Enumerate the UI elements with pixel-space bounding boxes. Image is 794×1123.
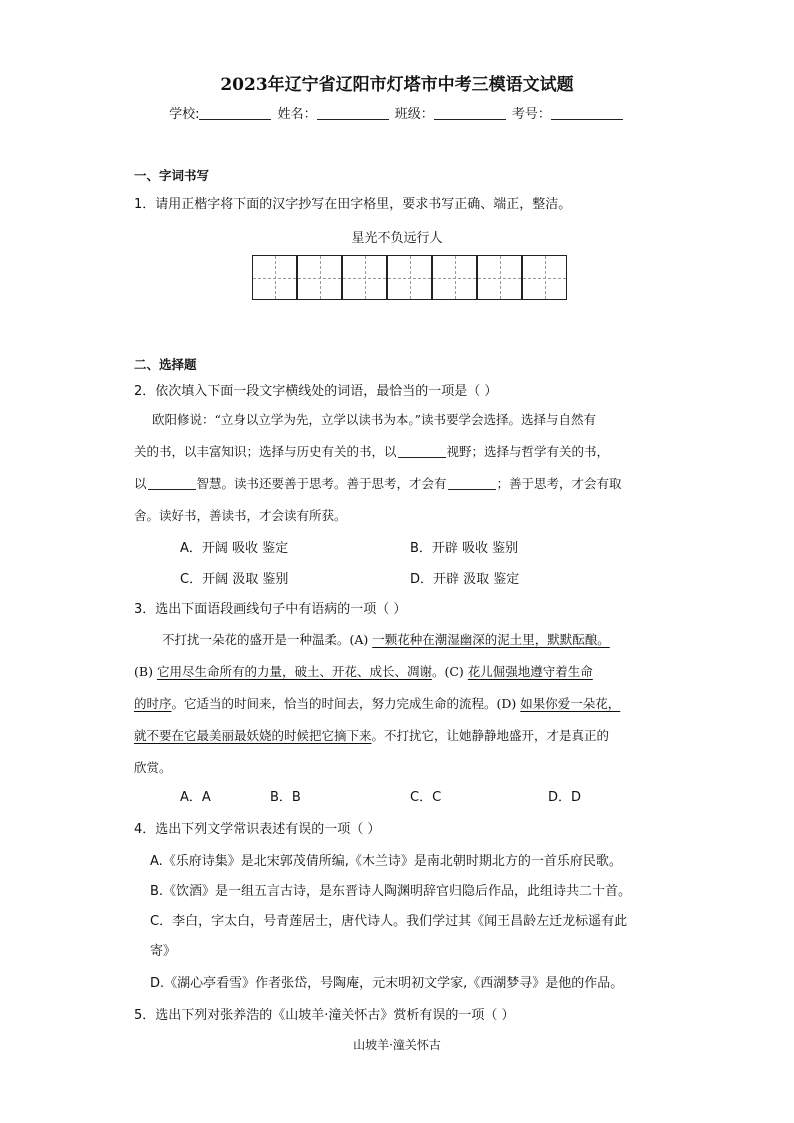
question-2-stem: 2．依次填入下面一段文字横线处的词语，最恰当的一项是（ ）: [134, 384, 498, 399]
grid-cell: [297, 255, 342, 300]
blank-3: [448, 477, 496, 490]
blank-2: [148, 477, 196, 490]
q4-option-c-line-1: C．李白，字太白，号青莲居士，唐代诗人。我们学过其《闻王昌龄左迁龙标遥有此: [150, 914, 628, 929]
underlined-sentence-c-part2: 的时序: [134, 696, 172, 711]
underlined-sentence-b: 它用尽生命所有的力量，破土、开花、成长、凋谢: [156, 664, 432, 679]
exam-no-blank: [551, 107, 623, 120]
poem-title: 山坡羊·潼关怀古: [353, 1038, 441, 1052]
grid-cell: [477, 255, 522, 300]
q2-option-d: D．开辟 汲取 鉴定: [410, 572, 520, 587]
name-blank: [317, 107, 389, 120]
school-label: 学校:: [169, 107, 200, 122]
q4-option-b: B.《饮酒》是一组五言古诗，是东晋诗人陶渊明辞官归隐后作品，此组诗共二十首。: [150, 884, 632, 899]
grid-cell: [342, 255, 387, 300]
exam-no-label: 考号：: [511, 107, 551, 122]
grid-cell: [252, 255, 297, 300]
q2-passage-line-2: 关的书，以丰富知识；选择与历史有关的书，以 视野；选择与哲学有关的书，: [134, 444, 610, 459]
q2-option-b: B．开辟 吸收 鉴别: [410, 541, 519, 556]
q3-passage-line-3: 的时序。它适当的时间来，恰当的时间去，努力完成生命的流程。(D) 如果你爱一朵花，: [134, 696, 621, 711]
document-title: 2023年辽宁省辽阳市灯塔市中考三模语文试题: [220, 75, 574, 95]
section-1-heading: 一、字词书写: [134, 168, 210, 183]
blank-1: [398, 445, 446, 458]
name-label: 姓名：: [277, 107, 317, 122]
grid-cell: [432, 255, 477, 300]
q2-option-c: C．开阔 汲取 鉴别: [180, 572, 289, 587]
section-2-heading: 二、选择题: [134, 357, 197, 372]
q3-option-d: D．D: [548, 790, 582, 805]
question-4-stem: 4．选出下列文学常识表述有误的一项（ ）: [134, 822, 381, 837]
q3-passage-line-2: (B) 它用尽生命所有的力量，破土、开花、成长、凋谢。(C) 花儿倔强地遵守着生命: [134, 664, 593, 679]
class-label: 班级：: [394, 107, 434, 122]
underlined-sentence-d-part2: 就不要在它最美丽最妖娆的时候把它摘下来: [134, 728, 372, 743]
q3-option-c: C．C: [410, 790, 442, 805]
student-info-line: [0, 103, 794, 122]
school-blank: [199, 107, 271, 120]
q4-option-a: A.《乐府诗集》是北宋郭茂倩所编,《木兰诗》是南北朝时期北方的一首乐府民歌。: [150, 854, 622, 869]
q3-passage-line-1: 不打扰一朵花的盛开是一种温柔。(A) 一颗花种在潮湿幽深的泥土里，默默酝酿。: [162, 632, 610, 647]
grid-cell: [522, 255, 567, 300]
q2-passage-line-3: 以 智慧。读书还要善于思考。善于思考，才会有 ；善于思考，才会有取: [134, 476, 622, 491]
q2-option-a: A．开阔 吸收 鉴定: [180, 541, 289, 556]
q4-option-d: D.《湖心亭看雪》作者张岱，号陶庵，元末明初文学家,《西湖梦寻》是他的作品。: [150, 976, 624, 991]
question-3-stem: 3．选出下面语段画线句子中有语病的一项（ ）: [134, 602, 407, 617]
class-blank: [434, 107, 506, 120]
q2-passage-line-4: 舍。读好书，善读书，才会读有所获。: [134, 508, 347, 523]
q3-passage-line-4: 就不要在它最美丽最妖娆的时候把它摘下来。不打扰它，让她静静地盛开，才是真正的: [134, 728, 610, 743]
grid-cell: [387, 255, 432, 300]
q4-option-c-line-2: 寄》: [150, 944, 177, 959]
copy-text: 星光不负远行人: [351, 231, 443, 246]
q3-option-b: B．B: [270, 790, 301, 805]
question-1-stem: 1．请用正楷字将下面的汉字抄写在田字格里，要求书写正确、端正，整洁。: [134, 197, 572, 212]
q3-option-a: A．A: [180, 790, 211, 805]
underlined-sentence-d-part1: 如果你爱一朵花，: [520, 696, 621, 711]
question-5-stem: 5．选出下列对张养浩的《山坡羊·潼关怀古》赏析有误的一项（ ）: [134, 1008, 515, 1023]
q2-passage-line-1: 欧阳修说：“立身以立学为先，立学以读书为本。”读书要学会选择。选择与自然有: [152, 412, 597, 427]
underlined-sentence-c-part1: 花儿倔强地遵守着生命: [467, 664, 593, 679]
underlined-sentence-a: 一颗花种在潮湿幽深的泥土里，默默酝酿。: [372, 632, 610, 647]
q3-passage-line-5: 欣赏。: [134, 760, 172, 775]
